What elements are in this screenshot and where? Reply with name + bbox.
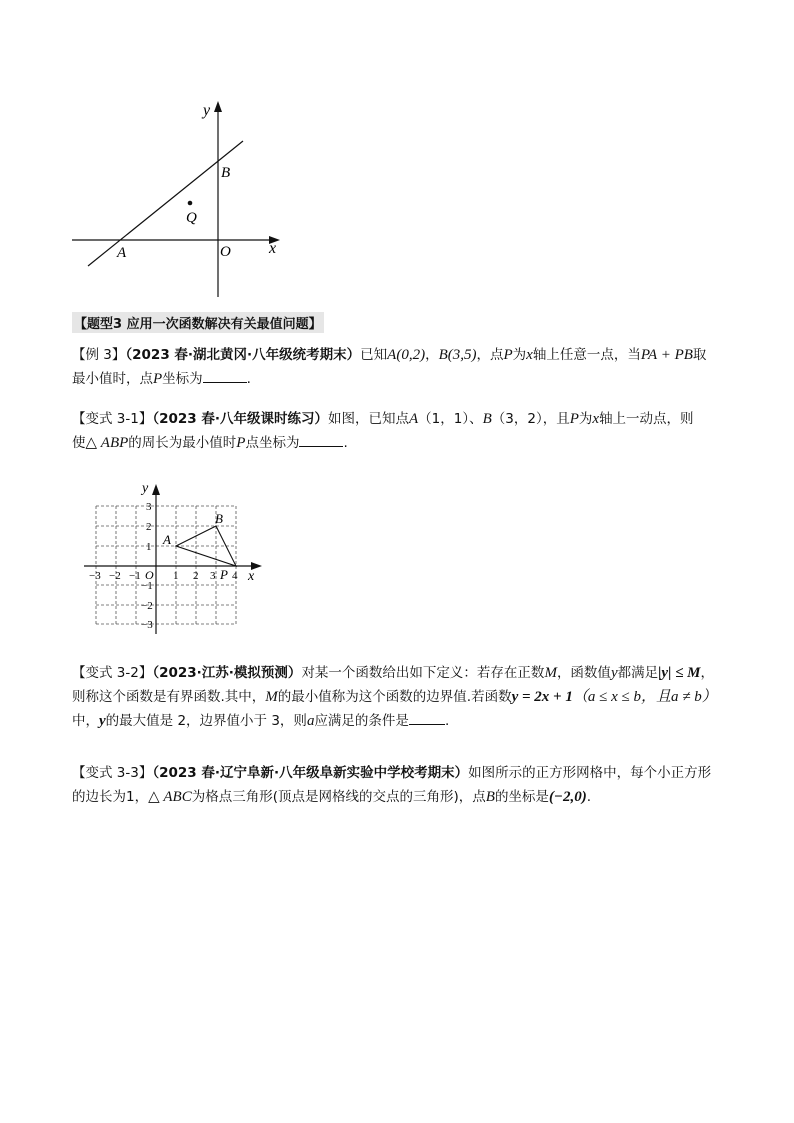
text: 坐标为 — [162, 371, 203, 387]
text: 点坐标为 — [245, 435, 300, 451]
x-tick-label: −1 — [129, 570, 141, 582]
text: 对某一个函数给出如下定义：若存在正数 — [301, 665, 545, 681]
variant-3-3-line-2 — [72, 785, 732, 809]
text: 为 — [578, 411, 593, 427]
figure-line-ab — [60, 95, 290, 305]
text: ，且 — [542, 411, 570, 427]
variant-3-1-line-1 — [72, 407, 732, 431]
var-x: x — [526, 347, 533, 363]
text: . — [586, 789, 592, 805]
x-axis-label: x — [248, 569, 255, 584]
text: 则称这个函数是有界函数.其中， — [72, 689, 266, 705]
text: 、 — [469, 411, 483, 427]
point-b-label: B — [221, 165, 231, 181]
text: 如图，已知点 — [328, 411, 409, 427]
text: ，点 — [476, 347, 504, 363]
x-tick-label: 2 — [193, 570, 199, 582]
point-b-coords: (−2,0) — [548, 789, 587, 805]
variant-source: （2023·江苏·模拟预测） — [152, 665, 302, 681]
expression-pa-pb: PA + PB — [640, 347, 693, 363]
point-q-label: Q — [186, 210, 197, 226]
text: 最小值时，点 — [72, 371, 153, 387]
var-p: P — [569, 411, 579, 427]
variant-tag: 【变式 3-1】 — [72, 411, 153, 427]
example-3 — [72, 343, 732, 391]
y-axis-label: y — [142, 481, 149, 496]
section-heading: 【题型3 应用一次函数解决有关最值问题】 — [72, 312, 324, 333]
y-axis-arrow — [152, 484, 160, 495]
text: 的边长为1， — [72, 789, 149, 805]
triangle-abp: △ ABP — [85, 435, 129, 451]
y-tick-label: −2 — [141, 600, 153, 612]
var-m: M — [265, 689, 278, 705]
variant-tag: 【变式 3-2】 — [72, 665, 153, 681]
text: 的最大值是 2，边界值小于 3，则 — [105, 713, 307, 729]
y-tick-label: −3 — [141, 619, 153, 631]
text: 已知 — [360, 347, 388, 363]
variant-source: （2023 春·辽宁阜新·八年级阜新实验中学校考期末） — [152, 765, 469, 781]
x-tick-label: 4 — [232, 570, 238, 582]
x-tick-label: 1 — [173, 570, 179, 582]
text: 的最小值称为这个函数的边界值.若函数 — [277, 689, 512, 705]
example-source: （2023 春·湖北黄冈·八年级统考期末） — [125, 347, 361, 363]
text: . — [246, 371, 251, 387]
y-tick-label: 2 — [146, 521, 152, 533]
text: 为 — [512, 347, 527, 363]
text: 轴上一动点，则 — [599, 411, 694, 427]
a-coords: （1，1） — [418, 411, 470, 427]
y-axis-arrow — [214, 101, 222, 112]
text: 应满足的条件是 — [314, 713, 409, 729]
x-tick-label: −3 — [89, 570, 101, 582]
text: ， — [425, 347, 439, 363]
point-a-coords: A(0,2) — [387, 347, 426, 363]
var-m: M — [544, 665, 557, 681]
answer-blank[interactable] — [203, 368, 247, 383]
variant-3-1 — [72, 407, 732, 455]
text: ，函数值 — [556, 665, 611, 681]
x-tick-label: 3 — [210, 570, 216, 582]
text: . — [343, 435, 348, 451]
var-a: a — [306, 713, 315, 729]
text: 取 — [692, 347, 707, 363]
text: . — [444, 713, 450, 729]
variant-3-2-line-1 — [72, 661, 732, 685]
x-tick-label: −2 — [109, 570, 121, 582]
var-p: P — [236, 435, 246, 451]
variant-tag: 【变式 3-3】 — [72, 765, 153, 781]
point-a-label: A — [117, 245, 127, 261]
point-q-dot — [188, 201, 193, 206]
variant-3-2-line-2 — [72, 685, 732, 709]
variant-3-1-line-2 — [72, 431, 732, 455]
y-tick-label: −1 — [141, 580, 153, 592]
var-b: B — [485, 789, 495, 805]
text: 中， — [72, 713, 99, 729]
text: 轴上任意一点，当 — [532, 347, 641, 363]
origin-label: O — [220, 244, 231, 260]
function-domain: （a ≤ x ≤ b，且a ≠ b） — [572, 689, 717, 705]
answer-blank[interactable] — [409, 710, 445, 725]
origin-label: O — [145, 568, 154, 582]
text: 都满足 — [617, 665, 659, 681]
var-b: B — [482, 411, 492, 427]
var-p: P — [153, 371, 163, 387]
var-a: A — [409, 411, 419, 427]
variant-source: （2023 春·八年级课时练习） — [152, 411, 328, 427]
example-3-line-2 — [72, 367, 732, 391]
y-tick-label: 1 — [146, 541, 152, 553]
var-y: y — [610, 665, 618, 681]
variant-3-2 — [72, 661, 732, 733]
figure-grid-abp-svg — [78, 476, 268, 636]
x-axis-label: x — [269, 240, 277, 257]
point-a-label: A — [163, 532, 171, 547]
text: 的坐标是 — [494, 789, 549, 805]
var-y: y — [99, 713, 106, 729]
point-b-label: B — [215, 511, 223, 526]
y-axis-label: y — [203, 102, 211, 119]
b-coords: （3，2） — [491, 411, 543, 427]
variant-3-2-line-3 — [72, 709, 732, 733]
text: 的周长为最小值时 — [128, 435, 237, 451]
point-p-label: P — [220, 567, 228, 582]
function-expression: y = 2x + 1 — [511, 689, 573, 705]
var-x: x — [592, 411, 600, 427]
figure-grid-abp — [78, 476, 268, 636]
answer-blank[interactable] — [299, 432, 343, 447]
y-tick-label: 3 — [146, 501, 152, 513]
text: ， — [700, 665, 714, 681]
figure-line-ab-svg — [60, 95, 290, 305]
variant-3-3-line-1 — [72, 761, 732, 785]
example-tag: 【例 3】 — [72, 347, 126, 363]
triangle-abc: △ ABC — [148, 789, 192, 805]
bound-condition: |y| ≤ M — [658, 665, 701, 681]
text: 使 — [72, 435, 86, 451]
text: 如图所示的正方形网格中，每个小正方形 — [468, 765, 712, 781]
variant-3-3 — [72, 761, 732, 809]
text: 为格点三角形(顶点是网格线的交点的三角形)，点 — [191, 789, 486, 805]
point-b-coords: B(3,5) — [438, 347, 477, 363]
var-p: P — [503, 347, 513, 363]
example-3-line-1 — [72, 343, 732, 367]
